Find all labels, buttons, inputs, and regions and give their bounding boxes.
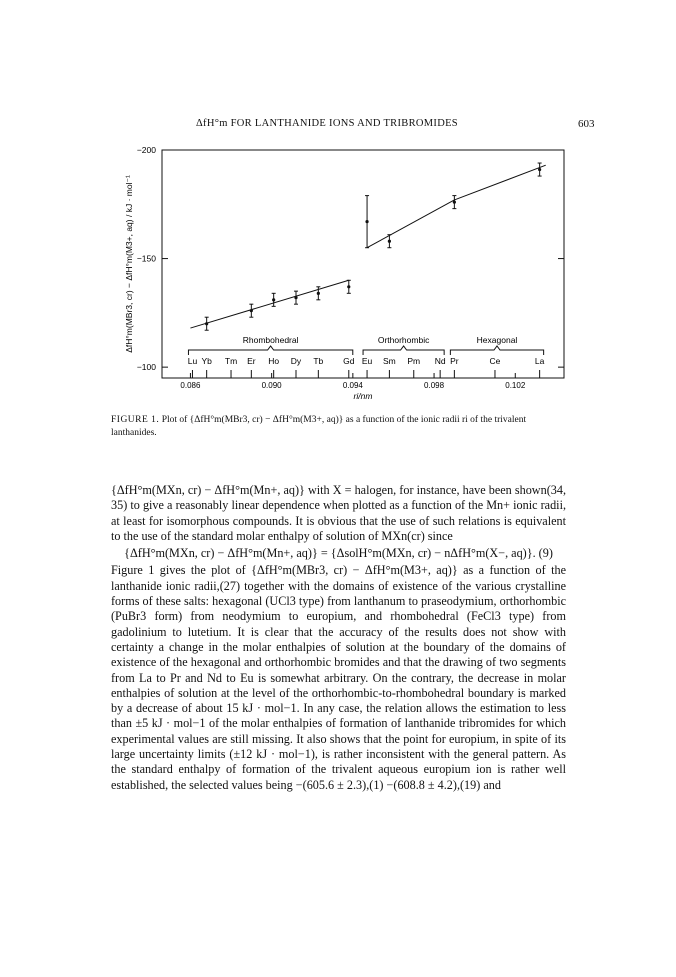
equation-9: {ΔfH°m(MXn, cr) − ΔfH°m(Mn+, aq)} = {ΔsolH°m(MXn, cr) − nΔfH°m(X−, aq)}. (9) <box>124 546 553 561</box>
y-tick-label: −150 <box>136 253 156 264</box>
data-point <box>538 168 541 171</box>
paragraph-2: Figure 1 gives the plot of {ΔfH°m(MBr3, cr) − ΔfH°m(M3+, aq)} as a function of the lanthanide ionic radii,(27) together with the domains of existence of the various crystalline forms of these salts: hexagonal (UCl3 type) from lanthanum to praseodymium, orthorhombic (PuBr3 form) from neodymium to europium, and rhombohedral (FeCl3 type) from gadolinium to lutetium. It is clear that the accuracy of the results does not show with certainty a change in the molar enthalpies of solution at the boundary of the domains of existence of the hexagonal and orthorhombic bromides and that the drawing of two segments from La to Pr and Nd to Eu is somewhat arbitrary. On the contrary, the decrease in molar enthalpies of solution at the level of the orthorhombic-to-rhombohedral boundary is marked by a decrease of about 15 kJ · mol−1. In any case, the relation allows the estimation to less than ±5 kJ · mol−1 of the molar enthalpies of formation of lanthanide tribromides for which experimental values are still missing. It also shows that the point for europium, in spite of its large uncertainty limits (±12 kJ · mol−1), is rather inconsistent with the general pattern. As the standard enthalpy of formation of the trivalent aqueous europium ion is rather well established, the selected values being −(605.6 ± 2.3),(1) −(608.8 ± 4.2),(19) and <box>111 563 566 792</box>
y-tick-label: −200 <box>136 145 156 155</box>
element-label: Sm <box>383 356 396 366</box>
domain-bracket <box>450 346 543 355</box>
domain-label: Hexagonal <box>476 335 518 345</box>
page-number: 603 <box>578 118 595 130</box>
data-point <box>250 309 253 312</box>
data-point <box>317 292 320 295</box>
paragraph-1: {ΔfH°m(MXn, cr) − ΔfH°m(Mn+, aq)} with X = halogen, for instance, have been shown(34, 35) to give a reasonably linear dependence when plotted as a function of the Mn+ ionic radii, at least for isomorphous compounds. It is obvious that the use of such relations is equivalent to the use of the standard molar enthalpy of solution of MXn(cr) since <box>111 483 566 543</box>
element-label: Ce <box>489 356 501 366</box>
fit-line <box>454 165 545 200</box>
element-label: Tm <box>224 356 238 366</box>
y-tick-label: −100 <box>136 362 156 373</box>
data-point <box>347 285 350 288</box>
data-point <box>294 296 297 299</box>
element-label: Er <box>247 356 256 366</box>
data-point <box>453 201 456 204</box>
element-label: Pm <box>407 356 421 366</box>
element-label: Lu <box>187 356 198 366</box>
element-label: La <box>534 356 545 366</box>
figure-caption <box>111 414 566 439</box>
data-point <box>205 322 208 325</box>
chart-plot <box>100 138 580 401</box>
fit-line <box>190 280 348 328</box>
x-axis-label: ri/nm <box>353 391 373 401</box>
domain-label: Orthorhombic <box>377 335 430 345</box>
domain-label: Rhombohedral <box>242 335 299 345</box>
x-tick-label: 0.086 <box>180 381 201 390</box>
element-label: Gd <box>343 356 355 366</box>
running-title: ΔfH°m FOR LANTHANIDE IONS AND TRIBROMIDES <box>196 118 458 129</box>
body-text <box>111 483 566 793</box>
element-label: Dy <box>290 356 302 366</box>
fit-line <box>367 200 454 248</box>
x-tick-label: 0.090 <box>261 381 282 390</box>
domain-bracket <box>188 346 352 355</box>
figure-1 <box>100 138 580 401</box>
x-tick-label: 0.098 <box>424 381 445 390</box>
data-point <box>365 220 368 223</box>
data-point <box>272 298 275 301</box>
x-tick-label: 0.094 <box>342 381 363 390</box>
x-tick-label: 0.102 <box>505 381 526 390</box>
element-label: Tb <box>313 356 324 366</box>
element-label: Eu <box>361 356 373 366</box>
y-axis-label: ΔfH°m(MBr3, cr) − ΔfH°m(M3+, aq) / kJ · mol⁻¹ <box>124 175 134 353</box>
data-point <box>388 240 391 243</box>
element-label: Pr <box>450 356 459 366</box>
element-label: Ho <box>268 356 280 366</box>
caption-text: Plot of {ΔfH°m(MBr3, cr) − ΔfH°m(M3+, aq)} as a function of the ionic radii ri of the trivalent lanthanides. <box>111 415 527 438</box>
element-label: Nd <box>434 356 446 366</box>
element-label: Yb <box>201 356 212 366</box>
domain-bracket <box>363 346 444 355</box>
caption-label: FIGURE 1. <box>111 415 160 425</box>
